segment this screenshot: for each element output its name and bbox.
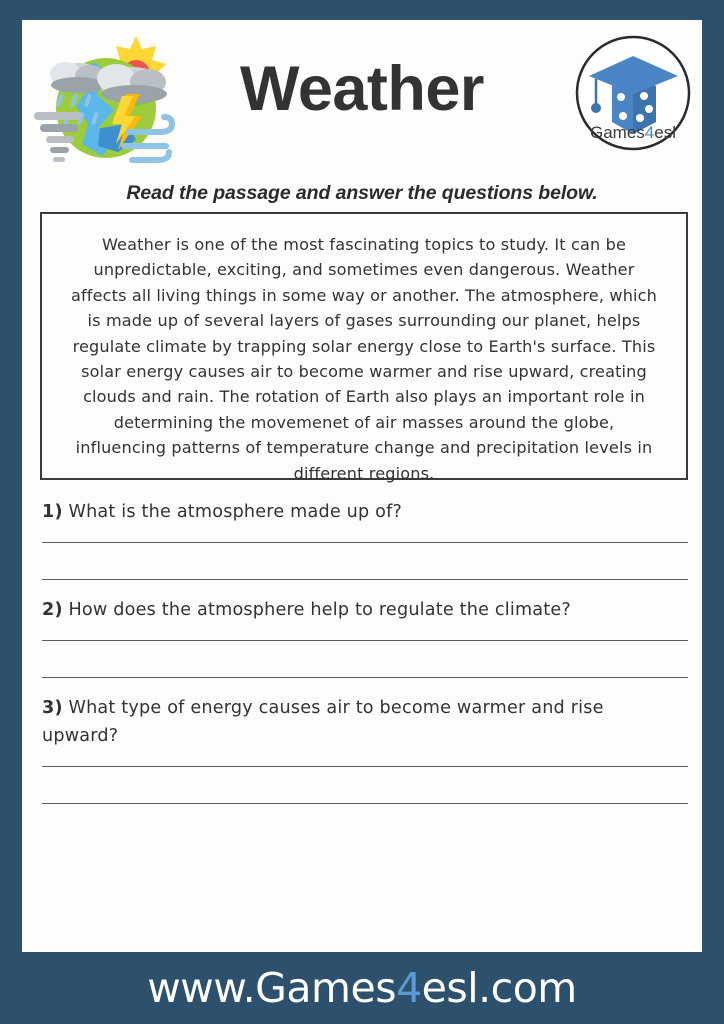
games4esl-logo — [574, 34, 692, 152]
question-block — [22, 596, 702, 678]
answer-line[interactable] — [42, 640, 688, 641]
question-label: What is the atmosphere made up of? — [68, 502, 403, 522]
question-number: 2) — [42, 600, 63, 620]
question-label: How does the atmosphere help to regulate the climate? — [68, 600, 571, 620]
logo-text-accent: 4 — [644, 123, 655, 142]
answer-line[interactable] — [42, 677, 688, 678]
question-number: 1) — [42, 502, 63, 522]
question-text — [22, 694, 702, 750]
question-block — [22, 694, 702, 804]
footer-url-part1: www.Games — [147, 964, 397, 1012]
footer-url-part2: esl.com — [421, 964, 577, 1012]
passage-box — [40, 212, 688, 483]
instruction-text: Read the passage and answer the questions below. — [126, 182, 598, 204]
answer-line[interactable] — [42, 542, 688, 543]
question-label: What type of energy causes air to become warmer and rise upward? — [42, 698, 604, 746]
logo-text-part2: esl — [654, 123, 676, 142]
question-number: 3) — [42, 698, 63, 718]
question-text — [22, 596, 702, 624]
answer-lines — [22, 750, 702, 804]
page-title: Weather — [240, 54, 484, 124]
answer-lines — [22, 624, 702, 678]
question-text — [22, 498, 702, 526]
answer-line[interactable] — [42, 579, 688, 580]
question-block — [22, 498, 702, 580]
answer-lines — [22, 526, 702, 580]
worksheet-header — [22, 20, 702, 172]
worksheet-sheet — [22, 20, 702, 952]
questions-list — [22, 498, 702, 820]
logo-text-part1: Games — [590, 123, 645, 142]
svg-text:Games4esl — [590, 123, 676, 142]
footer-url-accent: 4 — [396, 964, 422, 1012]
passage-text: Weather is one of the most fascinating topics to study. It can be unpredictable, exciting, and sometimes even dangerous. Weather affects all living things in some way or another. The atmosphere, which is made up of several layers of gases surrounding our planet, helps regulate climate by trapping solar energy close to Earth's surface. This solar energy causes air to become warmer and rise upward, creating clouds and rain. The rotation of Earth also plays an important role in determining the movemenet of air masses around the globe, influencing patterns of temperature change and precipitation levels in different regions. — [70, 235, 658, 483]
footer-url — [147, 964, 576, 1012]
answer-line[interactable] — [42, 803, 688, 804]
answer-line[interactable] — [42, 766, 688, 767]
footer-bar — [0, 952, 724, 1024]
